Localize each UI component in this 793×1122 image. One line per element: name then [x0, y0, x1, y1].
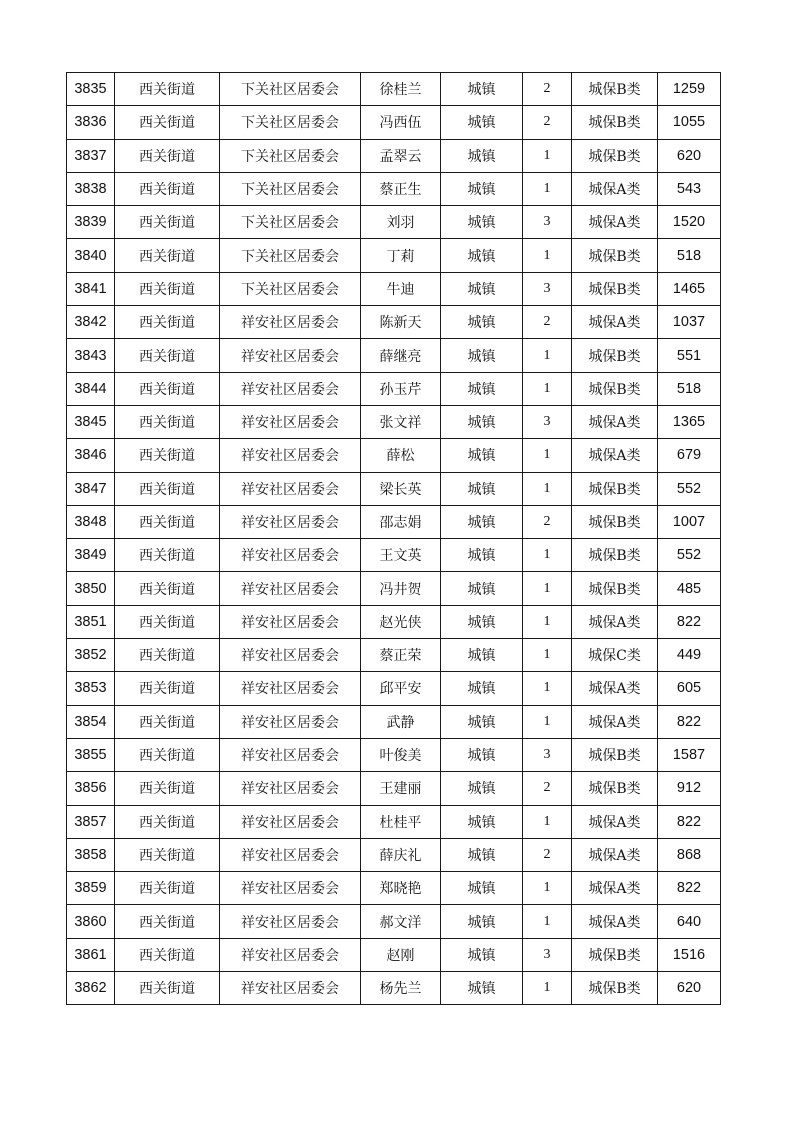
table-row	[67, 539, 721, 572]
community-cell: 祥安社区居委会	[220, 505, 361, 538]
community-cell: 祥安社区居委会	[220, 938, 361, 971]
serial-number-cell: 3852	[67, 639, 115, 672]
category-cell: 城保B类	[572, 539, 658, 572]
table-row	[67, 73, 721, 106]
table-row	[67, 838, 721, 871]
street-cell: 西关街道	[115, 405, 220, 438]
amount-cell: 822	[658, 805, 721, 838]
area-type-cell: 城镇	[441, 605, 523, 638]
area-type-cell: 城镇	[441, 805, 523, 838]
household-count-cell: 2	[523, 73, 572, 106]
amount-cell: 679	[658, 439, 721, 472]
name-cell: 武静	[361, 705, 441, 738]
household-count-cell: 1	[523, 905, 572, 938]
name-cell: 王文英	[361, 539, 441, 572]
amount-cell: 552	[658, 472, 721, 505]
area-type-cell: 城镇	[441, 472, 523, 505]
category-cell: 城保C类	[572, 639, 658, 672]
household-count-cell: 1	[523, 239, 572, 272]
serial-number-cell: 3854	[67, 705, 115, 738]
roster-body	[67, 73, 721, 1005]
household-count-cell: 1	[523, 639, 572, 672]
area-type-cell: 城镇	[441, 272, 523, 305]
street-cell: 西关街道	[115, 306, 220, 339]
community-cell: 下关社区居委会	[220, 106, 361, 139]
table-row	[67, 372, 721, 405]
category-cell: 城保B类	[572, 738, 658, 771]
name-cell: 薛庆礼	[361, 838, 441, 871]
community-cell: 下关社区居委会	[220, 272, 361, 305]
household-count-cell: 2	[523, 838, 572, 871]
amount-cell: 822	[658, 705, 721, 738]
household-count-cell: 1	[523, 605, 572, 638]
serial-number-cell: 3849	[67, 539, 115, 572]
amount-cell: 1259	[658, 73, 721, 106]
serial-number-cell: 3856	[67, 772, 115, 805]
table-row	[67, 405, 721, 438]
name-cell: 刘羽	[361, 206, 441, 239]
table-row	[67, 672, 721, 705]
name-cell: 杨先兰	[361, 972, 441, 1005]
area-type-cell: 城镇	[441, 705, 523, 738]
community-cell: 祥安社区居委会	[220, 905, 361, 938]
serial-number-cell: 3859	[67, 872, 115, 905]
area-type-cell: 城镇	[441, 172, 523, 205]
category-cell: 城保B类	[572, 472, 658, 505]
name-cell: 杜桂平	[361, 805, 441, 838]
serial-number-cell: 3848	[67, 505, 115, 538]
household-count-cell: 2	[523, 106, 572, 139]
name-cell: 冯西伍	[361, 106, 441, 139]
community-cell: 祥安社区居委会	[220, 539, 361, 572]
serial-number-cell: 3855	[67, 738, 115, 771]
category-cell: 城保B类	[572, 972, 658, 1005]
serial-number-cell: 3846	[67, 439, 115, 472]
name-cell: 赵刚	[361, 938, 441, 971]
category-cell: 城保A类	[572, 838, 658, 871]
category-cell: 城保B类	[572, 572, 658, 605]
community-cell: 下关社区居委会	[220, 139, 361, 172]
household-count-cell: 1	[523, 472, 572, 505]
category-cell: 城保B类	[572, 272, 658, 305]
amount-cell: 449	[658, 639, 721, 672]
street-cell: 西关街道	[115, 139, 220, 172]
area-type-cell: 城镇	[441, 972, 523, 1005]
community-cell: 祥安社区居委会	[220, 572, 361, 605]
serial-number-cell: 3836	[67, 106, 115, 139]
household-count-cell: 1	[523, 672, 572, 705]
area-type-cell: 城镇	[441, 738, 523, 771]
community-cell: 祥安社区居委会	[220, 838, 361, 871]
household-count-cell: 1	[523, 372, 572, 405]
serial-number-cell: 3858	[67, 838, 115, 871]
serial-number-cell: 3861	[67, 938, 115, 971]
serial-number-cell: 3853	[67, 672, 115, 705]
table-row	[67, 239, 721, 272]
community-cell: 祥安社区居委会	[220, 872, 361, 905]
category-cell: 城保B类	[572, 938, 658, 971]
name-cell: 梁长英	[361, 472, 441, 505]
name-cell: 蔡正生	[361, 172, 441, 205]
name-cell: 郑晓艳	[361, 872, 441, 905]
serial-number-cell: 3847	[67, 472, 115, 505]
area-type-cell: 城镇	[441, 905, 523, 938]
community-cell: 祥安社区居委会	[220, 705, 361, 738]
community-cell: 祥安社区居委会	[220, 805, 361, 838]
community-cell: 祥安社区居委会	[220, 639, 361, 672]
household-count-cell: 1	[523, 339, 572, 372]
amount-cell: 620	[658, 972, 721, 1005]
household-count-cell: 1	[523, 172, 572, 205]
household-count-cell: 2	[523, 505, 572, 538]
serial-number-cell: 3860	[67, 905, 115, 938]
street-cell: 西关街道	[115, 605, 220, 638]
name-cell: 邱平安	[361, 672, 441, 705]
name-cell: 徐桂兰	[361, 73, 441, 106]
table-row	[67, 572, 721, 605]
roster-table	[66, 72, 721, 1005]
street-cell: 西关街道	[115, 905, 220, 938]
street-cell: 西关街道	[115, 805, 220, 838]
area-type-cell: 城镇	[441, 838, 523, 871]
community-cell: 祥安社区居委会	[220, 972, 361, 1005]
household-count-cell: 2	[523, 306, 572, 339]
table-row	[67, 206, 721, 239]
amount-cell: 518	[658, 372, 721, 405]
table-row	[67, 439, 721, 472]
amount-cell: 1007	[658, 505, 721, 538]
name-cell: 邵志娟	[361, 505, 441, 538]
amount-cell: 552	[658, 539, 721, 572]
amount-cell: 1520	[658, 206, 721, 239]
name-cell: 叶俊美	[361, 738, 441, 771]
category-cell: 城保A类	[572, 705, 658, 738]
amount-cell: 1055	[658, 106, 721, 139]
street-cell: 西关街道	[115, 106, 220, 139]
amount-cell: 1037	[658, 306, 721, 339]
community-cell: 祥安社区居委会	[220, 306, 361, 339]
amount-cell: 822	[658, 872, 721, 905]
table-row	[67, 738, 721, 771]
area-type-cell: 城镇	[441, 405, 523, 438]
table-row	[67, 639, 721, 672]
category-cell: 城保A类	[572, 805, 658, 838]
table-row	[67, 605, 721, 638]
street-cell: 西关街道	[115, 472, 220, 505]
area-type-cell: 城镇	[441, 339, 523, 372]
household-count-cell: 1	[523, 872, 572, 905]
street-cell: 西关街道	[115, 972, 220, 1005]
name-cell: 冯井贺	[361, 572, 441, 605]
area-type-cell: 城镇	[441, 372, 523, 405]
community-cell: 祥安社区居委会	[220, 738, 361, 771]
area-type-cell: 城镇	[441, 73, 523, 106]
street-cell: 西关街道	[115, 672, 220, 705]
area-type-cell: 城镇	[441, 572, 523, 605]
household-count-cell: 1	[523, 139, 572, 172]
category-cell: 城保B类	[572, 505, 658, 538]
household-count-cell: 3	[523, 206, 572, 239]
household-count-cell: 1	[523, 705, 572, 738]
serial-number-cell: 3835	[67, 73, 115, 106]
amount-cell: 551	[658, 339, 721, 372]
street-cell: 西关街道	[115, 572, 220, 605]
amount-cell: 912	[658, 772, 721, 805]
community-cell: 祥安社区居委会	[220, 439, 361, 472]
community-cell: 祥安社区居委会	[220, 339, 361, 372]
area-type-cell: 城镇	[441, 672, 523, 705]
street-cell: 西关街道	[115, 938, 220, 971]
category-cell: 城保A类	[572, 405, 658, 438]
household-count-cell: 1	[523, 805, 572, 838]
community-cell: 祥安社区居委会	[220, 605, 361, 638]
household-count-cell: 1	[523, 972, 572, 1005]
name-cell: 王建丽	[361, 772, 441, 805]
street-cell: 西关街道	[115, 239, 220, 272]
household-count-cell: 3	[523, 738, 572, 771]
category-cell: 城保B类	[572, 106, 658, 139]
household-count-cell: 2	[523, 772, 572, 805]
area-type-cell: 城镇	[441, 938, 523, 971]
household-count-cell: 3	[523, 405, 572, 438]
amount-cell: 868	[658, 838, 721, 871]
table-row	[67, 339, 721, 372]
category-cell: 城保A类	[572, 905, 658, 938]
name-cell: 孙玉芹	[361, 372, 441, 405]
street-cell: 西关街道	[115, 705, 220, 738]
serial-number-cell: 3838	[67, 172, 115, 205]
area-type-cell: 城镇	[441, 439, 523, 472]
table-row	[67, 172, 721, 205]
table-row	[67, 772, 721, 805]
table-row	[67, 272, 721, 305]
name-cell: 丁莉	[361, 239, 441, 272]
serial-number-cell: 3843	[67, 339, 115, 372]
amount-cell: 485	[658, 572, 721, 605]
category-cell: 城保A类	[572, 439, 658, 472]
name-cell: 牛迪	[361, 272, 441, 305]
table-row	[67, 139, 721, 172]
amount-cell: 822	[658, 605, 721, 638]
table-row	[67, 905, 721, 938]
category-cell: 城保B类	[572, 772, 658, 805]
community-cell: 祥安社区居委会	[220, 372, 361, 405]
category-cell: 城保B类	[572, 372, 658, 405]
street-cell: 西关街道	[115, 772, 220, 805]
community-cell: 祥安社区居委会	[220, 772, 361, 805]
amount-cell: 640	[658, 905, 721, 938]
name-cell: 张文祥	[361, 405, 441, 438]
household-count-cell: 1	[523, 539, 572, 572]
community-cell: 祥安社区居委会	[220, 472, 361, 505]
amount-cell: 518	[658, 239, 721, 272]
street-cell: 西关街道	[115, 439, 220, 472]
community-cell: 下关社区居委会	[220, 239, 361, 272]
table-row	[67, 872, 721, 905]
amount-cell: 1587	[658, 738, 721, 771]
area-type-cell: 城镇	[441, 139, 523, 172]
serial-number-cell: 3850	[67, 572, 115, 605]
serial-number-cell: 3841	[67, 272, 115, 305]
amount-cell: 1465	[658, 272, 721, 305]
amount-cell: 1365	[658, 405, 721, 438]
community-cell: 祥安社区居委会	[220, 405, 361, 438]
table-row	[67, 805, 721, 838]
amount-cell: 543	[658, 172, 721, 205]
street-cell: 西关街道	[115, 339, 220, 372]
area-type-cell: 城镇	[441, 505, 523, 538]
serial-number-cell: 3857	[67, 805, 115, 838]
table-row	[67, 106, 721, 139]
name-cell: 陈新天	[361, 306, 441, 339]
street-cell: 西关街道	[115, 872, 220, 905]
street-cell: 西关街道	[115, 639, 220, 672]
serial-number-cell: 3862	[67, 972, 115, 1005]
table-row	[67, 972, 721, 1005]
area-type-cell: 城镇	[441, 539, 523, 572]
household-count-cell: 1	[523, 572, 572, 605]
area-type-cell: 城镇	[441, 772, 523, 805]
category-cell: 城保B类	[572, 73, 658, 106]
area-type-cell: 城镇	[441, 872, 523, 905]
street-cell: 西关街道	[115, 172, 220, 205]
category-cell: 城保A类	[572, 172, 658, 205]
name-cell: 薛松	[361, 439, 441, 472]
serial-number-cell: 3839	[67, 206, 115, 239]
table-row	[67, 472, 721, 505]
street-cell: 西关街道	[115, 539, 220, 572]
area-type-cell: 城镇	[441, 306, 523, 339]
area-type-cell: 城镇	[441, 206, 523, 239]
category-cell: 城保A类	[572, 872, 658, 905]
community-cell: 下关社区居委会	[220, 73, 361, 106]
serial-number-cell: 3845	[67, 405, 115, 438]
name-cell: 赵光侠	[361, 605, 441, 638]
name-cell: 薛继亮	[361, 339, 441, 372]
table-row	[67, 306, 721, 339]
serial-number-cell: 3840	[67, 239, 115, 272]
amount-cell: 605	[658, 672, 721, 705]
street-cell: 西关街道	[115, 372, 220, 405]
area-type-cell: 城镇	[441, 639, 523, 672]
community-cell: 下关社区居委会	[220, 206, 361, 239]
category-cell: 城保B类	[572, 139, 658, 172]
area-type-cell: 城镇	[441, 239, 523, 272]
street-cell: 西关街道	[115, 838, 220, 871]
serial-number-cell: 3842	[67, 306, 115, 339]
serial-number-cell: 3844	[67, 372, 115, 405]
area-type-cell: 城镇	[441, 106, 523, 139]
street-cell: 西关街道	[115, 206, 220, 239]
category-cell: 城保A类	[572, 306, 658, 339]
household-count-cell: 1	[523, 439, 572, 472]
household-count-cell: 3	[523, 938, 572, 971]
street-cell: 西关街道	[115, 73, 220, 106]
category-cell: 城保A类	[572, 672, 658, 705]
street-cell: 西关街道	[115, 738, 220, 771]
amount-cell: 620	[658, 139, 721, 172]
table-row	[67, 938, 721, 971]
street-cell: 西关街道	[115, 505, 220, 538]
household-count-cell: 3	[523, 272, 572, 305]
category-cell: 城保A类	[572, 206, 658, 239]
serial-number-cell: 3851	[67, 605, 115, 638]
street-cell: 西关街道	[115, 272, 220, 305]
category-cell: 城保A类	[572, 605, 658, 638]
category-cell: 城保B类	[572, 239, 658, 272]
table-row	[67, 505, 721, 538]
name-cell: 郝文洋	[361, 905, 441, 938]
serial-number-cell: 3837	[67, 139, 115, 172]
name-cell: 蔡正荣	[361, 639, 441, 672]
table-row	[67, 705, 721, 738]
community-cell: 祥安社区居委会	[220, 672, 361, 705]
name-cell: 孟翠云	[361, 139, 441, 172]
community-cell: 下关社区居委会	[220, 172, 361, 205]
amount-cell: 1516	[658, 938, 721, 971]
category-cell: 城保B类	[572, 339, 658, 372]
